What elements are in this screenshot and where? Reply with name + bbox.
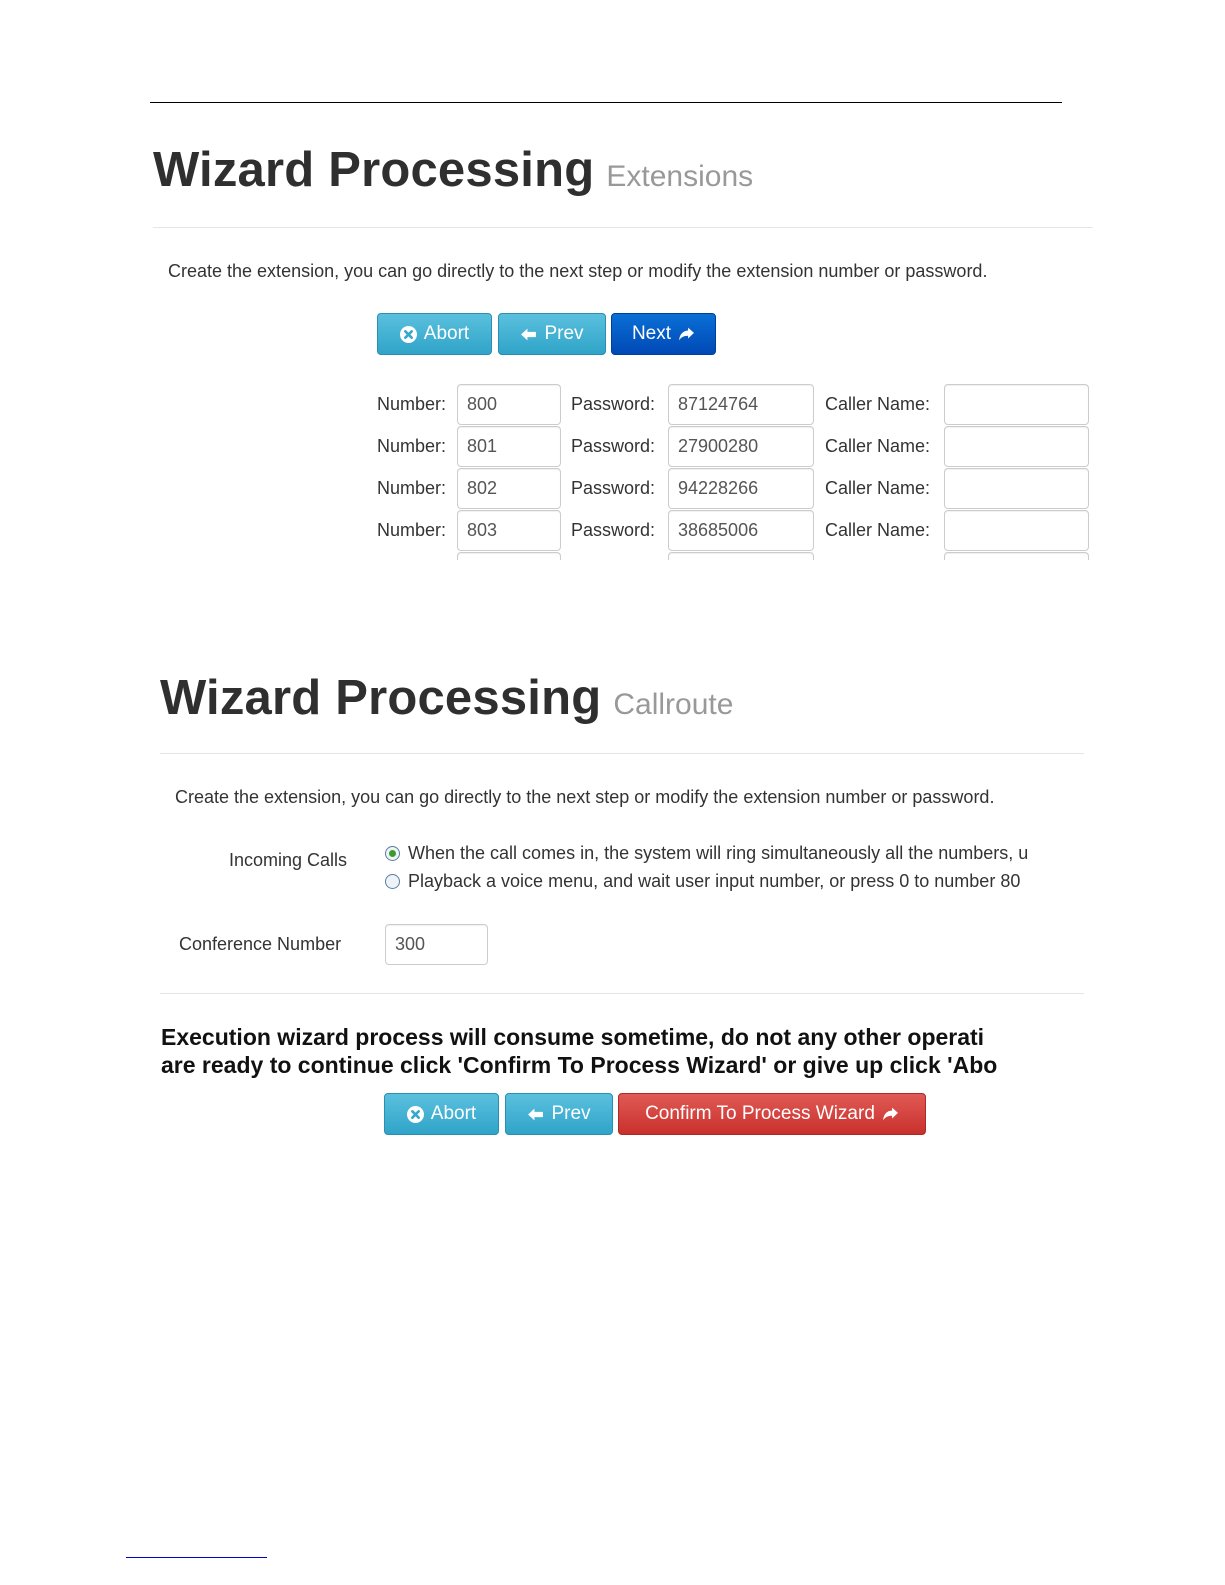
abort-button[interactable]: Abort [384, 1093, 499, 1135]
extension-number-input-partial[interactable] [457, 552, 561, 560]
radio-selected-icon[interactable] [385, 846, 400, 861]
extension-number-input[interactable]: 802 [457, 468, 561, 509]
step-description: Create the extension, you can go directly to the next step or modify the extension number or password. [168, 261, 988, 281]
extension-password-input[interactable]: 94228266 [668, 468, 814, 509]
next-button[interactable]: Next [611, 313, 716, 355]
heading-divider [153, 227, 1093, 228]
caller-name-input[interactable] [944, 384, 1089, 425]
incoming-calls-label: Incoming Calls [229, 850, 348, 870]
password-label: Password: [571, 394, 656, 414]
extension-password-input[interactable]: 87124764 [668, 384, 814, 425]
page-title: Wizard Processing [153, 143, 595, 197]
conference-number-label: Conference Number [179, 934, 342, 954]
share-arrow-icon [678, 326, 695, 343]
incoming-option-ring-all[interactable]: When the call comes in, the system will ring simultaneously all the numbers, u [385, 843, 1028, 864]
caller-name-input-partial[interactable] [944, 552, 1089, 560]
password-label: Password: [571, 436, 656, 456]
caller-name-input[interactable] [944, 426, 1089, 467]
page-subtitle: Callroute [613, 688, 734, 721]
page-header-rule [150, 102, 1062, 103]
share-arrow-icon [882, 1106, 899, 1123]
caller-name-input[interactable] [944, 510, 1089, 551]
prev-button[interactable]: Prev [505, 1093, 613, 1135]
extension-password-input-partial[interactable] [668, 552, 814, 560]
remove-circle-icon [407, 1106, 424, 1123]
number-label: Number: [377, 436, 447, 456]
extension-password-input[interactable]: 38685006 [668, 510, 814, 551]
extension-number-input[interactable]: 800 [457, 384, 561, 425]
page-title: Wizard Processing [160, 671, 602, 725]
prev-button[interactable]: Prev [498, 313, 606, 355]
caller-name-label: Caller Name: [825, 394, 931, 414]
conference-number-input[interactable]: 300 [385, 924, 488, 965]
caller-name-label: Caller Name: [825, 436, 931, 456]
caller-name-input[interactable] [944, 468, 1089, 509]
abort-button[interactable]: Abort [377, 313, 492, 355]
incoming-option-voice-menu[interactable]: Playback a voice menu, and wait user input number, or press 0 to number 80 [385, 871, 1020, 892]
caller-name-label: Caller Name: [825, 478, 931, 498]
callroute-heading [160, 670, 733, 726]
number-label: Number: [377, 394, 447, 414]
password-label: Password: [571, 478, 656, 498]
footnote-rule [126, 1557, 267, 1558]
remove-circle-icon [400, 326, 417, 343]
arrow-left-icon [520, 326, 537, 343]
extension-password-input[interactable]: 27900280 [668, 426, 814, 467]
heading-divider [160, 753, 1084, 754]
extensions-panel [153, 140, 1093, 560]
confirm-process-wizard-button[interactable]: Confirm To Process Wizard [618, 1093, 926, 1135]
warning-text-line-1: Execution wizard process will consume sometime, do not any other operati [161, 1024, 985, 1050]
step-description: Create the extension, you can go directly to the next step or modify the extension number or password. [175, 787, 995, 807]
page-subtitle: Extensions [606, 160, 754, 193]
radio-unselected-icon[interactable] [385, 874, 400, 889]
extension-number-input[interactable]: 803 [457, 510, 561, 551]
extension-number-input[interactable]: 801 [457, 426, 561, 467]
number-label: Number: [377, 478, 447, 498]
password-label: Password: [571, 520, 656, 540]
caller-name-label: Caller Name: [825, 520, 931, 540]
arrow-left-icon [527, 1106, 544, 1123]
form-divider [160, 993, 1084, 994]
warning-text-line-2: are ready to continue click 'Confirm To Process Wizard' or give up click 'Abo [161, 1052, 998, 1078]
extensions-heading [153, 142, 753, 198]
number-label: Number: [377, 520, 447, 540]
callroute-panel [160, 668, 1084, 1138]
